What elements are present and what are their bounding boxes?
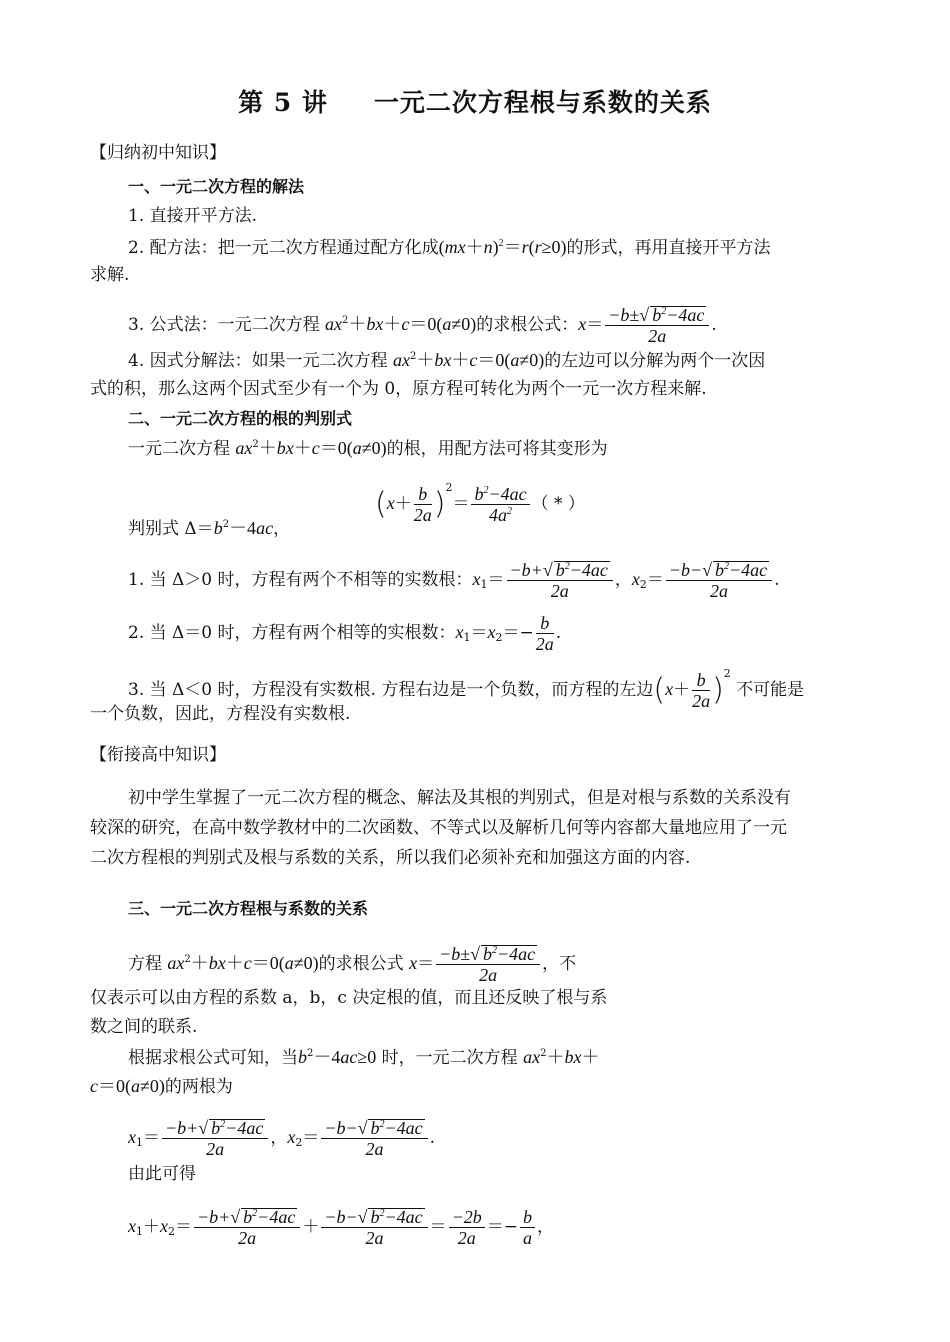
discriminant-definition: 判别式 $\Delta=b^2-4ac$， [128, 518, 291, 539]
case-positive: 1. 当 Δ＞0 时，方程有两个不相等的实数根：$x_1=$ $\frac{-b+√ b^2-4ac}{2a}$ ，$x_2=$ $\frac{-b-√ b^2-4ac}{2a}$ . [128, 560, 780, 601]
section-junior-label: 【归纳初中知识】 [90, 143, 226, 163]
discriminant-intro: 一元二次方程 $ax^2+bx+c=0(a\ne 0)$的根，用配方法可将其变形为 [128, 438, 608, 459]
intro-paragraph-line3: 二次方程根的判别式及根与系数的关系，所以我们必须补充和加强这方面的内容. [90, 848, 691, 868]
derivation-intro: 由此可得 [128, 1164, 196, 1184]
case-negative-line2: 一个负数，因此，方程没有实数根. [90, 704, 351, 724]
quadratic-formula-fraction: $\frac{-b\pm√ b^2-4ac}{2a}$ [605, 305, 709, 346]
method-4-line2: 式的积，那么这两个因式至少有一个为 0，原方程可转化为两个一元一次方程来解. [90, 379, 707, 399]
completed-square-equation: (x＋ $\frac{b}{2a}$ )$^2$＝ $\frac{b^2-4ac}{4a^2}$ （ * ） [375, 481, 585, 525]
sum-of-roots-formula: $x_1+x_2=$ $\frac{-b+√ b^2-4ac}{2a}$ ＋ $\frac{-b-√ b^2-4ac}{2a}$ ＝ $\frac{-2b}{2a}$ ＝− $\frac{b}{a}$ ， [128, 1207, 555, 1248]
condition-line2: c＝0(a≠0)的两根为 [90, 1076, 233, 1097]
lecture-number: 第 5 讲 [238, 88, 328, 117]
case-zero: 2. 当 Δ＝0 时，方程有两个相等的实根数：$x_1=x_2=-$ $\frac{b}{2a}$ . [128, 613, 562, 654]
heading-roots-coefficients: 三、一元二次方程根与系数的关系 [128, 899, 369, 918]
method-4-line1: 4. 因式分解法：如果一元二次方程 $ax^2+bx+c=0(a\ne 0)$的左边可以分解为两个一次因 [128, 350, 766, 371]
intro-paragraph-line1: 初中学生掌握了一元二次方程的概念、解法及其根的判别式，但是对根与系数的关系没有 [128, 788, 791, 808]
page-title [0, 88, 950, 117]
heading-solving-methods: 一、一元二次方程的解法 [128, 177, 305, 196]
intro-paragraph-line2: 较深的研究，在高中数学教材中的二次函数、不等式以及解析几何等内容都大量地应用了一元 [90, 818, 787, 838]
method-3: 3. 公式法：一元二次方程 $ax^2+bx+c=0(a\ne 0)$的求根公式：x＝ $\frac{-b\pm√ b^2-4ac}{2a}$ . [128, 305, 717, 346]
section-senior-label: 【衔接高中知识】 [90, 745, 226, 765]
method-2-line2: 求解. [90, 265, 130, 285]
lecture-topic: 一元二次方程根与系数的关系 [373, 88, 712, 117]
method-1: 1. 直接开平方法. [128, 206, 258, 226]
method-2-line1: 2. 配方法：把一元二次方程通过配方化成$(mx+n)^2=r(r\ge 0)$的形式，再用直接开平方法 [128, 237, 771, 258]
roots-text-line2: 仅表示可以由方程的系数 a，b，c 决定根的值，而且还反映了根与系 [90, 988, 608, 1008]
condition-line1: 根据求根公式可知，当$b^2-4ac\ge 0$ 时，一元二次方程 $ax^2+bx+$ [128, 1047, 600, 1068]
two-roots-formula: $x_1=$ $\frac{-b+√ b^2-4ac}{2a}$ ，$x_2=$ $\frac{-b-√ b^2-4ac}{2a}$ . [128, 1118, 436, 1159]
heading-discriminant: 二、一元二次方程的根的判别式 [128, 409, 353, 428]
case-negative-line1: 3. 当 Δ＜0 时，方程没有实数根. 方程右边是一个负数，而方程的左边(x＋ $\frac{b}{2a}$ )$^2$ 不可能是 [128, 667, 805, 711]
roots-formula-line: 方程 $ax^2+bx+c=0(a\ne 0)$的求根公式 x＝ $\frac{-b\pm√ b^2-4ac}{2a}$ ，不 [128, 944, 577, 985]
roots-text-line3: 数之间的联系. [90, 1017, 198, 1037]
